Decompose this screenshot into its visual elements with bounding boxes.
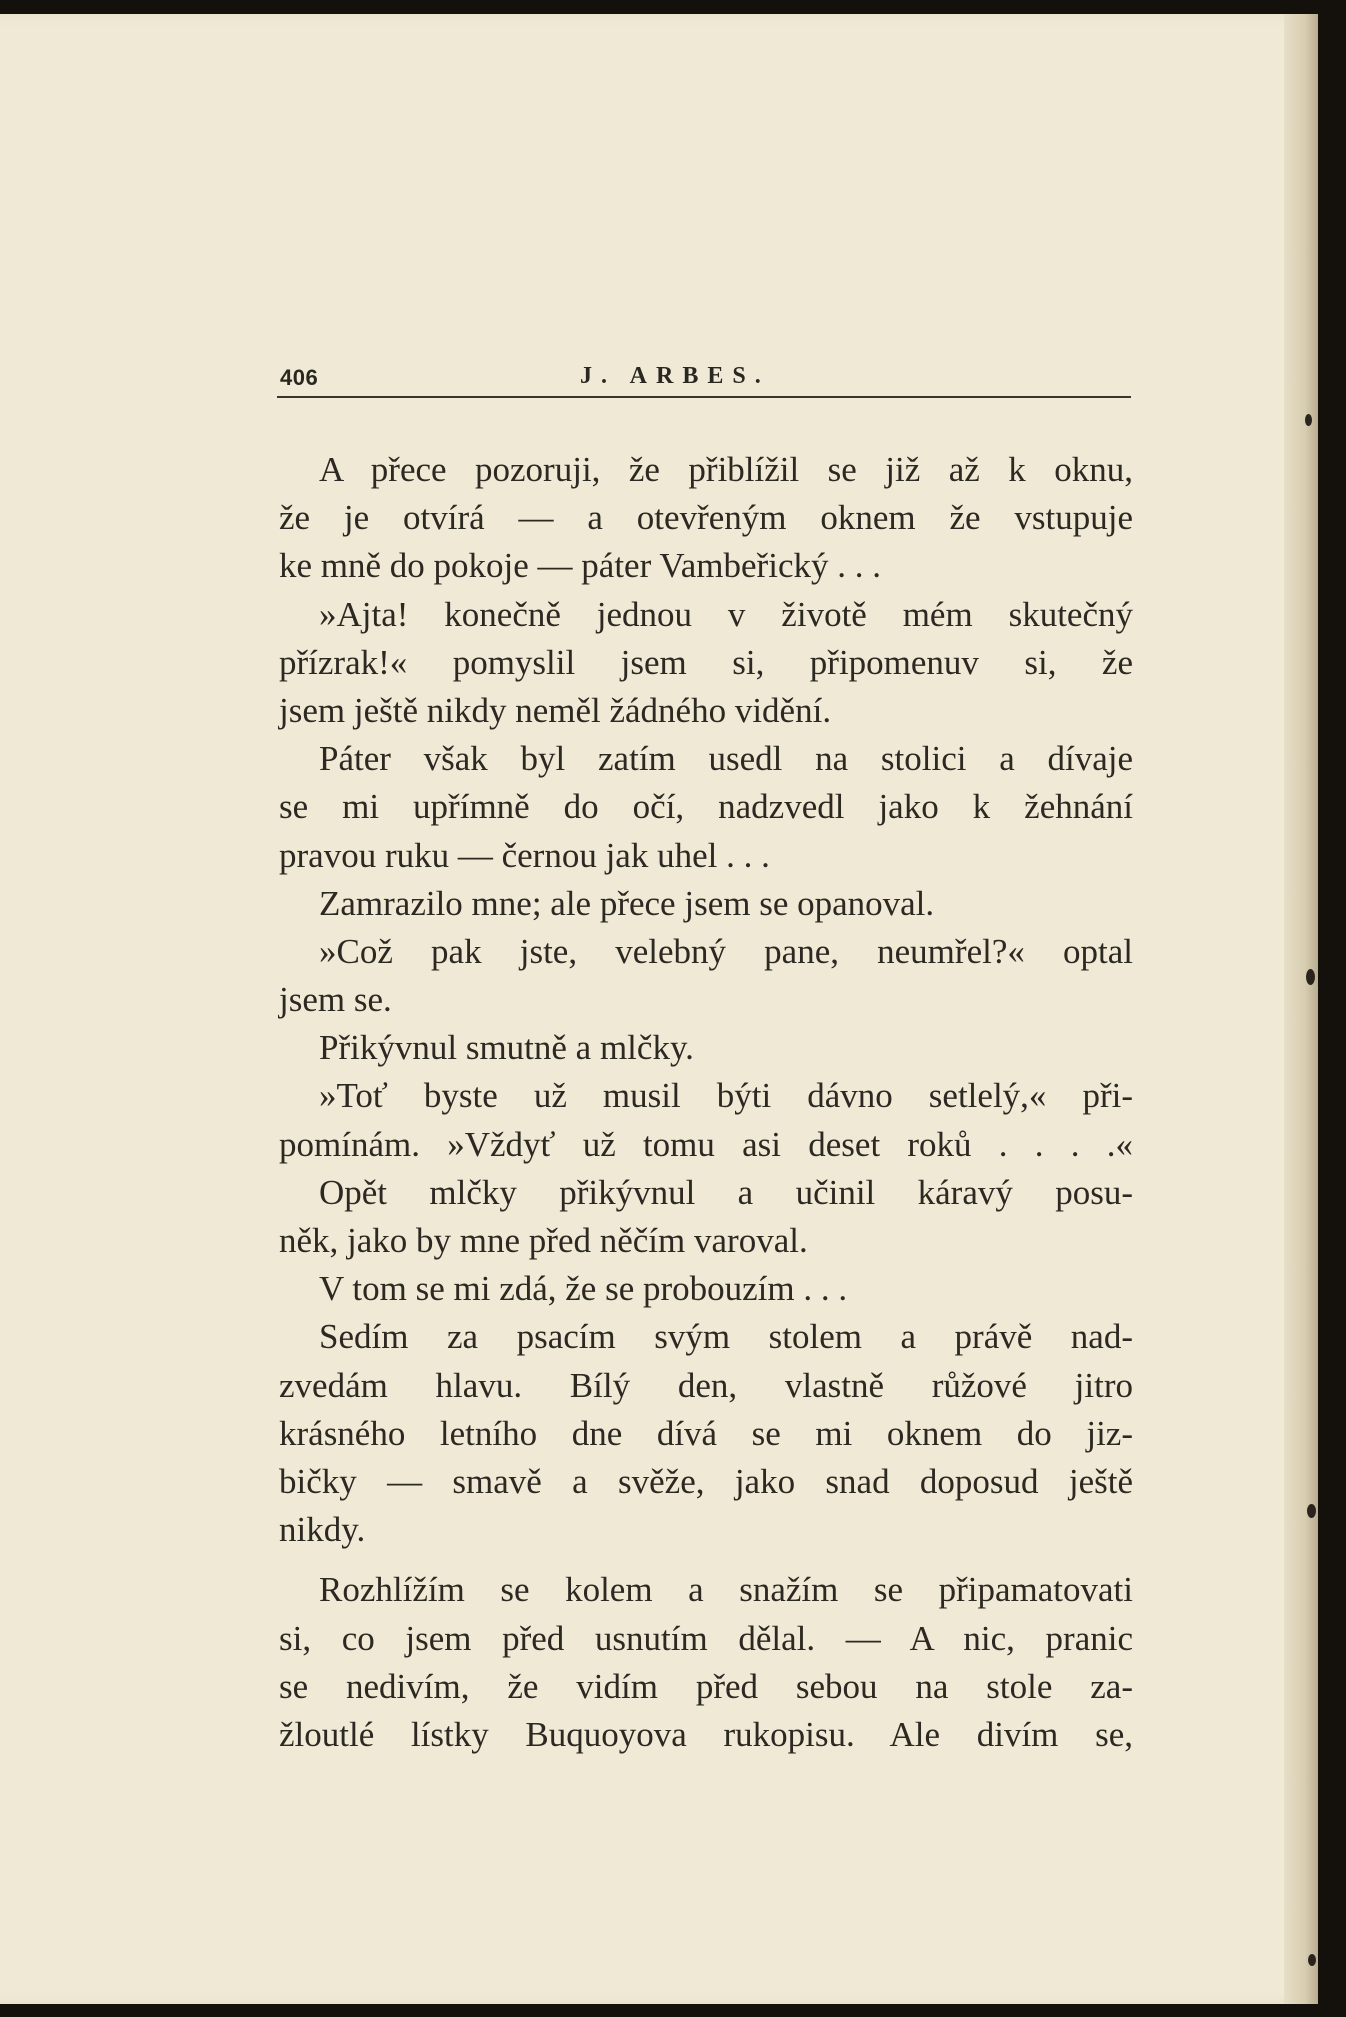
ink-speck xyxy=(1307,1504,1316,1518)
text-line: něk, jako by mne před něčím varoval. xyxy=(279,1221,808,1260)
text-line: zvedám hlavu. Bílý den, vlastně růžové jitro xyxy=(279,1365,1133,1405)
text-line: Páter však byl zatím usedl na stolici a dívaje xyxy=(319,739,1133,779)
ink-speck xyxy=(1306,969,1315,985)
text-line: Rozhlížím se kolem a snažím se připamatovati xyxy=(319,1570,1133,1610)
text-line: přízrak!« pomyslil jsem si, připomenuv si, že xyxy=(279,642,1133,682)
text-line: si, co jsem před usnutím dělal. — A nic, pranic xyxy=(279,1618,1133,1658)
text-line: jsem se. xyxy=(279,980,392,1020)
text-line: ke mně do pokoje — páter Vambeřický . . . xyxy=(279,546,881,586)
text-line: Opět mlčky přikývnul a učinil káravý posu- xyxy=(319,1172,1133,1212)
text-line: »Což pak jste, velebný pane, neumřel?« optal xyxy=(319,931,1133,971)
book-page xyxy=(0,14,1318,2004)
header-rule xyxy=(277,396,1131,398)
text-line: bičky — smavě a svěže, jako snad doposud ještě xyxy=(279,1461,1133,1501)
text-line: krásného letního dne dívá se mi oknem do jiz- xyxy=(279,1413,1133,1453)
text-line: Zamrazilo mne; ale přece jsem se opanoval. xyxy=(319,883,935,923)
page-edge-shadow xyxy=(1284,14,1318,2004)
text-line: »Toť byste už musil býti dávno setlelý,« při- xyxy=(319,1076,1133,1116)
body-text xyxy=(279,446,1133,1759)
running-head: J. ARBES. xyxy=(580,363,770,389)
text-line: žloutlé lístky Buquoyova rukopisu. Ale divím se, xyxy=(279,1714,1133,1754)
text-line: Sedím za psacím svým stolem a právě nad- xyxy=(319,1317,1133,1357)
text-line: pomínám. »Vždyť už tomu asi deset roků . . . .« xyxy=(279,1124,1133,1164)
ink-speck xyxy=(1308,1954,1316,1966)
text-line: nikdy. xyxy=(279,1510,366,1550)
text-line: se mi upřímně do očí, nadzvedl jako k žehnání xyxy=(279,787,1133,827)
text-line: že je otvírá — a otevřeným oknem že vstupuje xyxy=(279,498,1133,538)
text-line: jsem ještě nikdy neměl žádného vidění. xyxy=(279,690,832,730)
text-line: Přikývnul smutně a mlčky. xyxy=(319,1028,694,1068)
text-line: V tom se mi zdá, že se probouzím . . . xyxy=(319,1269,848,1309)
text-line: se nedivím, že vidím před sebou na stole za- xyxy=(279,1666,1133,1706)
text-line: pravou ruku — černou jak uhel . . . xyxy=(279,835,770,875)
ink-speck xyxy=(1305,414,1312,426)
page-number: 406 xyxy=(280,365,319,390)
text-line: A přece pozoruji, že přiblížil se již až k oknu, xyxy=(319,450,1133,489)
page-header xyxy=(277,357,1131,397)
text-line: »Ajta! konečně jednou v životě mém skutečný xyxy=(319,594,1133,634)
